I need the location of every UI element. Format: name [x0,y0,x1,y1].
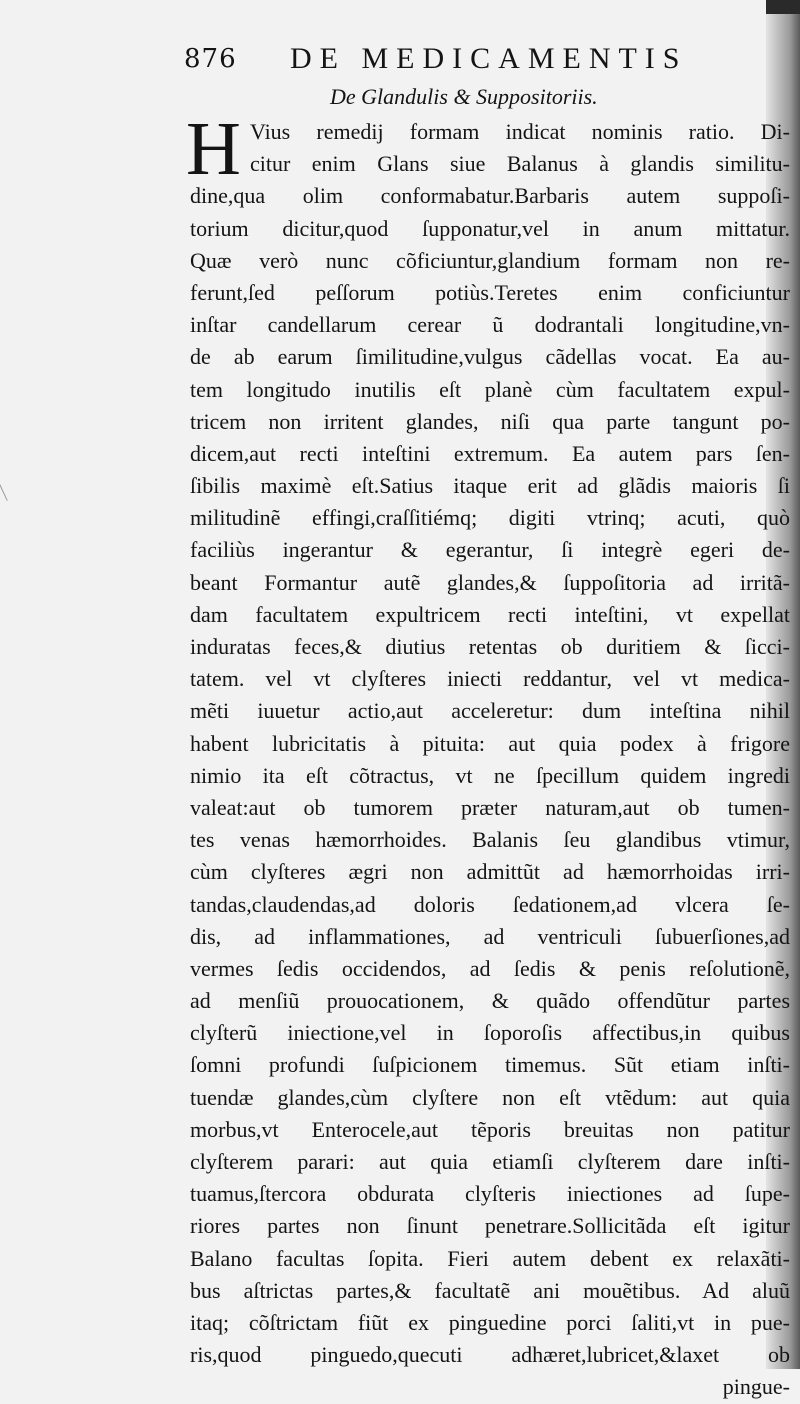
text-line: tricem non irritent glandes, niſi qua parte tangunt po- [190,408,790,434]
text-line: dis, ad inflammationes, ad ventriculi ſubuerſiones,ad [190,923,790,949]
text-line: ſomni profundi ſuſpicionem timemus. Sũt etiam inſti- [190,1052,790,1078]
text-line: dine,qua olim conformabatur.Barbaris autem suppoſi- [190,183,790,209]
text-line: Quæ verò nunc cõficiuntur,glandium formam non re- [190,247,790,273]
text-line: beant Formantur autẽ glandes,& ſuppoſitoria ad irritã- [190,569,790,595]
text-line: clyſterũ iniectione,vel in ſoporoſis affectibus,in quibus [190,1020,790,1046]
text-line: cùm clyſteres ægri non admittũt ad hæmorrhoidas irri- [190,859,790,885]
text-line: ad menſiũ prouocationem, & quãdo offendũtur partes [190,988,790,1014]
text-line: dam facultatem expultricem recti inteſtini, vt expellat [190,601,790,627]
text-line: itaq; cõſtrictam fiũt ex pinguedine porci ſaliti,vt in pue- [190,1309,790,1335]
text-line: nimio ita eſt cõtractus, vt ne ſpecillum quidem ingredi [190,762,790,788]
section-title: De Glandulis & Suppositoriis. [330,84,598,109]
text-line: citur enim Glans siue Balanus à glandis similitu- [250,151,790,177]
text-line: habent lubricitatis à pituita: aut quia podex à frigore [190,730,790,756]
text-line: dicem,aut recti inteſtini extremum. Ea autem pars ſen- [190,440,790,466]
page-edge-top [766,0,800,14]
text-line: militudinẽ effingi,craſſitiémq; digiti vtrinq; acuti, quò [190,505,790,531]
catchword: pingue- [722,1374,790,1400]
page-number: 876 [184,44,237,74]
text-line: bus aſtrictas partes,& facultatẽ ani mouẽtibus. Ad aluũ [190,1277,790,1303]
margin-mark [0,469,17,501]
text-line: de ab earum ſimilitudine,vulgus cãdellas vocat. Ea au- [190,344,790,370]
text-line: tuendæ glandes,cùm clyſtere non eſt vtẽdum: aut quia [190,1084,790,1110]
drop-cap: H [186,107,241,191]
text-line: tandas,claudendas,ad doloris ſedationem,ad vlcera ſe- [190,891,790,917]
text-line: tuamus,ſtercora obdurata clyſteris iniectiones ad ſupe- [190,1181,790,1207]
text-line: valeat:aut ob tumorem præter naturam,aut ob tumen- [190,794,790,820]
text-line: mẽti iuuetur actio,aut acceleretur: dum inteſtina nihil [190,698,790,724]
text-line: inſtar candellarum cerear ũ dodrantali longitudine,vn- [190,312,790,338]
text-line: tes venas hæmorrhoides. Balanis ſeu glandibus vtimur, [190,827,790,853]
text-line: ſibilis maximè eſt.Satius itaque erit ad glãdis maioris ſi [190,473,790,499]
text-line: tatem. vel vt clyſteres iniecti reddantur, vel vt medica- [190,666,790,692]
text-line: Vius remedij formam indicat nominis ratio. Di- [250,119,790,144]
text-line: ris,quod pinguedo,quecuti adhæret,lubricet,&laxet ob [190,1342,790,1368]
text-line: induratas feces,& diutius retentas ob duritiem & ſicci- [190,634,790,659]
text-line: morbus,vt Enterocele,aut tẽporis breuitas non patitur [190,1116,790,1142]
text-line: torium dicitur,quod ſupponatur,vel in anum mittatur. [190,215,790,241]
text-line: clyſterem parari: aut quia etiamſi clyſterem dare inſti- [190,1149,790,1174]
text-line: tem longitudo inutilis eſt planè cùm facultatem expul- [190,376,790,402]
running-title: DE MEDICAMENTIS [290,42,688,75]
text-line: vermes ſedis occidendos, ad ſedis & penis reſolutionẽ, [190,955,790,981]
text-line: riores partes non ſinunt penetrare.Sollicitãda eſt igitur [190,1213,790,1239]
text-line: Balano facultas ſopita. Fieri autem debent ex relaxãti- [190,1245,790,1271]
text-line: ferunt,ſed peſſorum potiùs.Teretes enim conficiuntur [190,279,790,305]
text-line: faciliùs ingerantur & egerantur, ſi integrè egeri de- [190,537,790,563]
page-header [184,40,750,80]
body-text [190,116,790,1404]
